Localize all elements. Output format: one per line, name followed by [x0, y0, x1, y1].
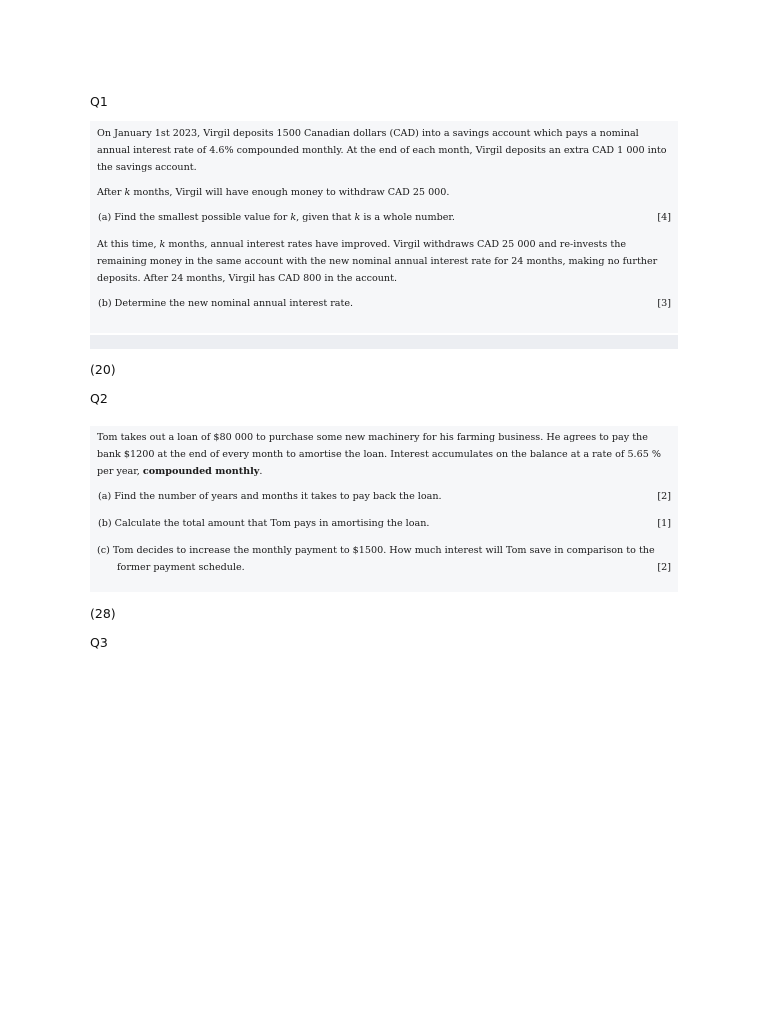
part-b-marks: [1] — [657, 518, 671, 529]
text-span: is a whole number. — [360, 212, 455, 223]
part-a-text — [97, 209, 455, 226]
question-1-content — [90, 121, 678, 333]
question-2-content — [90, 426, 678, 592]
question-1-part-a — [97, 209, 671, 226]
text-span: months, Virgil will have enough money to withdraw CAD 25 000. — [130, 187, 450, 198]
question-1-withdraw-statement — [97, 184, 671, 201]
variable-k: k — [159, 239, 166, 250]
question-1-part-b — [97, 295, 671, 312]
emphasis-text: compounded monthly — [142, 466, 260, 477]
question-2-intro — [97, 429, 671, 480]
question-2-part-b — [97, 515, 671, 532]
question-1-middle — [97, 236, 671, 287]
divider-strip — [90, 335, 678, 349]
text-span: (a) Find the smallest possible value for — [98, 212, 291, 223]
question-1-intro: On January 1st 2023, Virgil deposits 1500 Canadian dollars (CAD) into a savings account which pays a nominal annual interest rate of 4.6% compounded monthly. At the end of each month, Virgil deposits an extra CAD 1 000 into the savings account. — [97, 128, 667, 173]
variable-k: k — [290, 212, 297, 223]
text-span: After — [97, 187, 125, 198]
part-a-text: (a) Find the number of years and months it takes to pay back the loan. — [98, 491, 442, 502]
text-span: . — [259, 466, 263, 477]
question-1-label: Q1 — [90, 94, 108, 109]
question-3-label: Q3 — [90, 635, 108, 650]
text-span: , given that — [296, 212, 355, 223]
variable-k: k — [354, 212, 361, 223]
text-span: months, annual interest rates have improved. Virgil withdraws CAD 25 000 and re-invests the remaining money in the same account with the new nominal annual interest rate for 24 months, making no further deposits. After 24 months, Virgil has CAD 800 in the account. — [97, 239, 658, 284]
part-c-line-2: former payment schedule. — [117, 562, 245, 573]
part-b-text: (b) Determine the new nominal annual interest rate. — [98, 298, 354, 309]
text-span: Tom takes out a loan of $80 000 to purchase some new machinery for his farming business. He agrees to pay the bank $1200 at the end of every month to amortise the loan. Interest accumulates on the balance at a rate of 5.65 % per year, — [97, 432, 661, 477]
part-b-marks: [3] — [657, 298, 671, 309]
part-c-line-2-row — [97, 559, 671, 576]
part-c-marks: [2] — [657, 562, 671, 573]
part-a-marks: [4] — [657, 212, 671, 223]
question-1-total-marks: (20) — [90, 362, 116, 377]
part-c-line-1: (c) Tom decides to increase the monthly payment to $1500. How much interest will Tom save in comparison to the — [97, 545, 655, 556]
variable-k: k — [124, 187, 131, 198]
text-span: At this time, — [97, 239, 160, 250]
part-a-marks: [2] — [657, 491, 671, 502]
question-2-part-a — [97, 488, 671, 505]
part-b-text: (b) Calculate the total amount that Tom pays in amortising the loan. — [98, 518, 430, 529]
question-2-part-c — [97, 542, 671, 576]
question-2-label: Q2 — [90, 391, 108, 406]
question-2-total-marks: (28) — [90, 606, 116, 621]
